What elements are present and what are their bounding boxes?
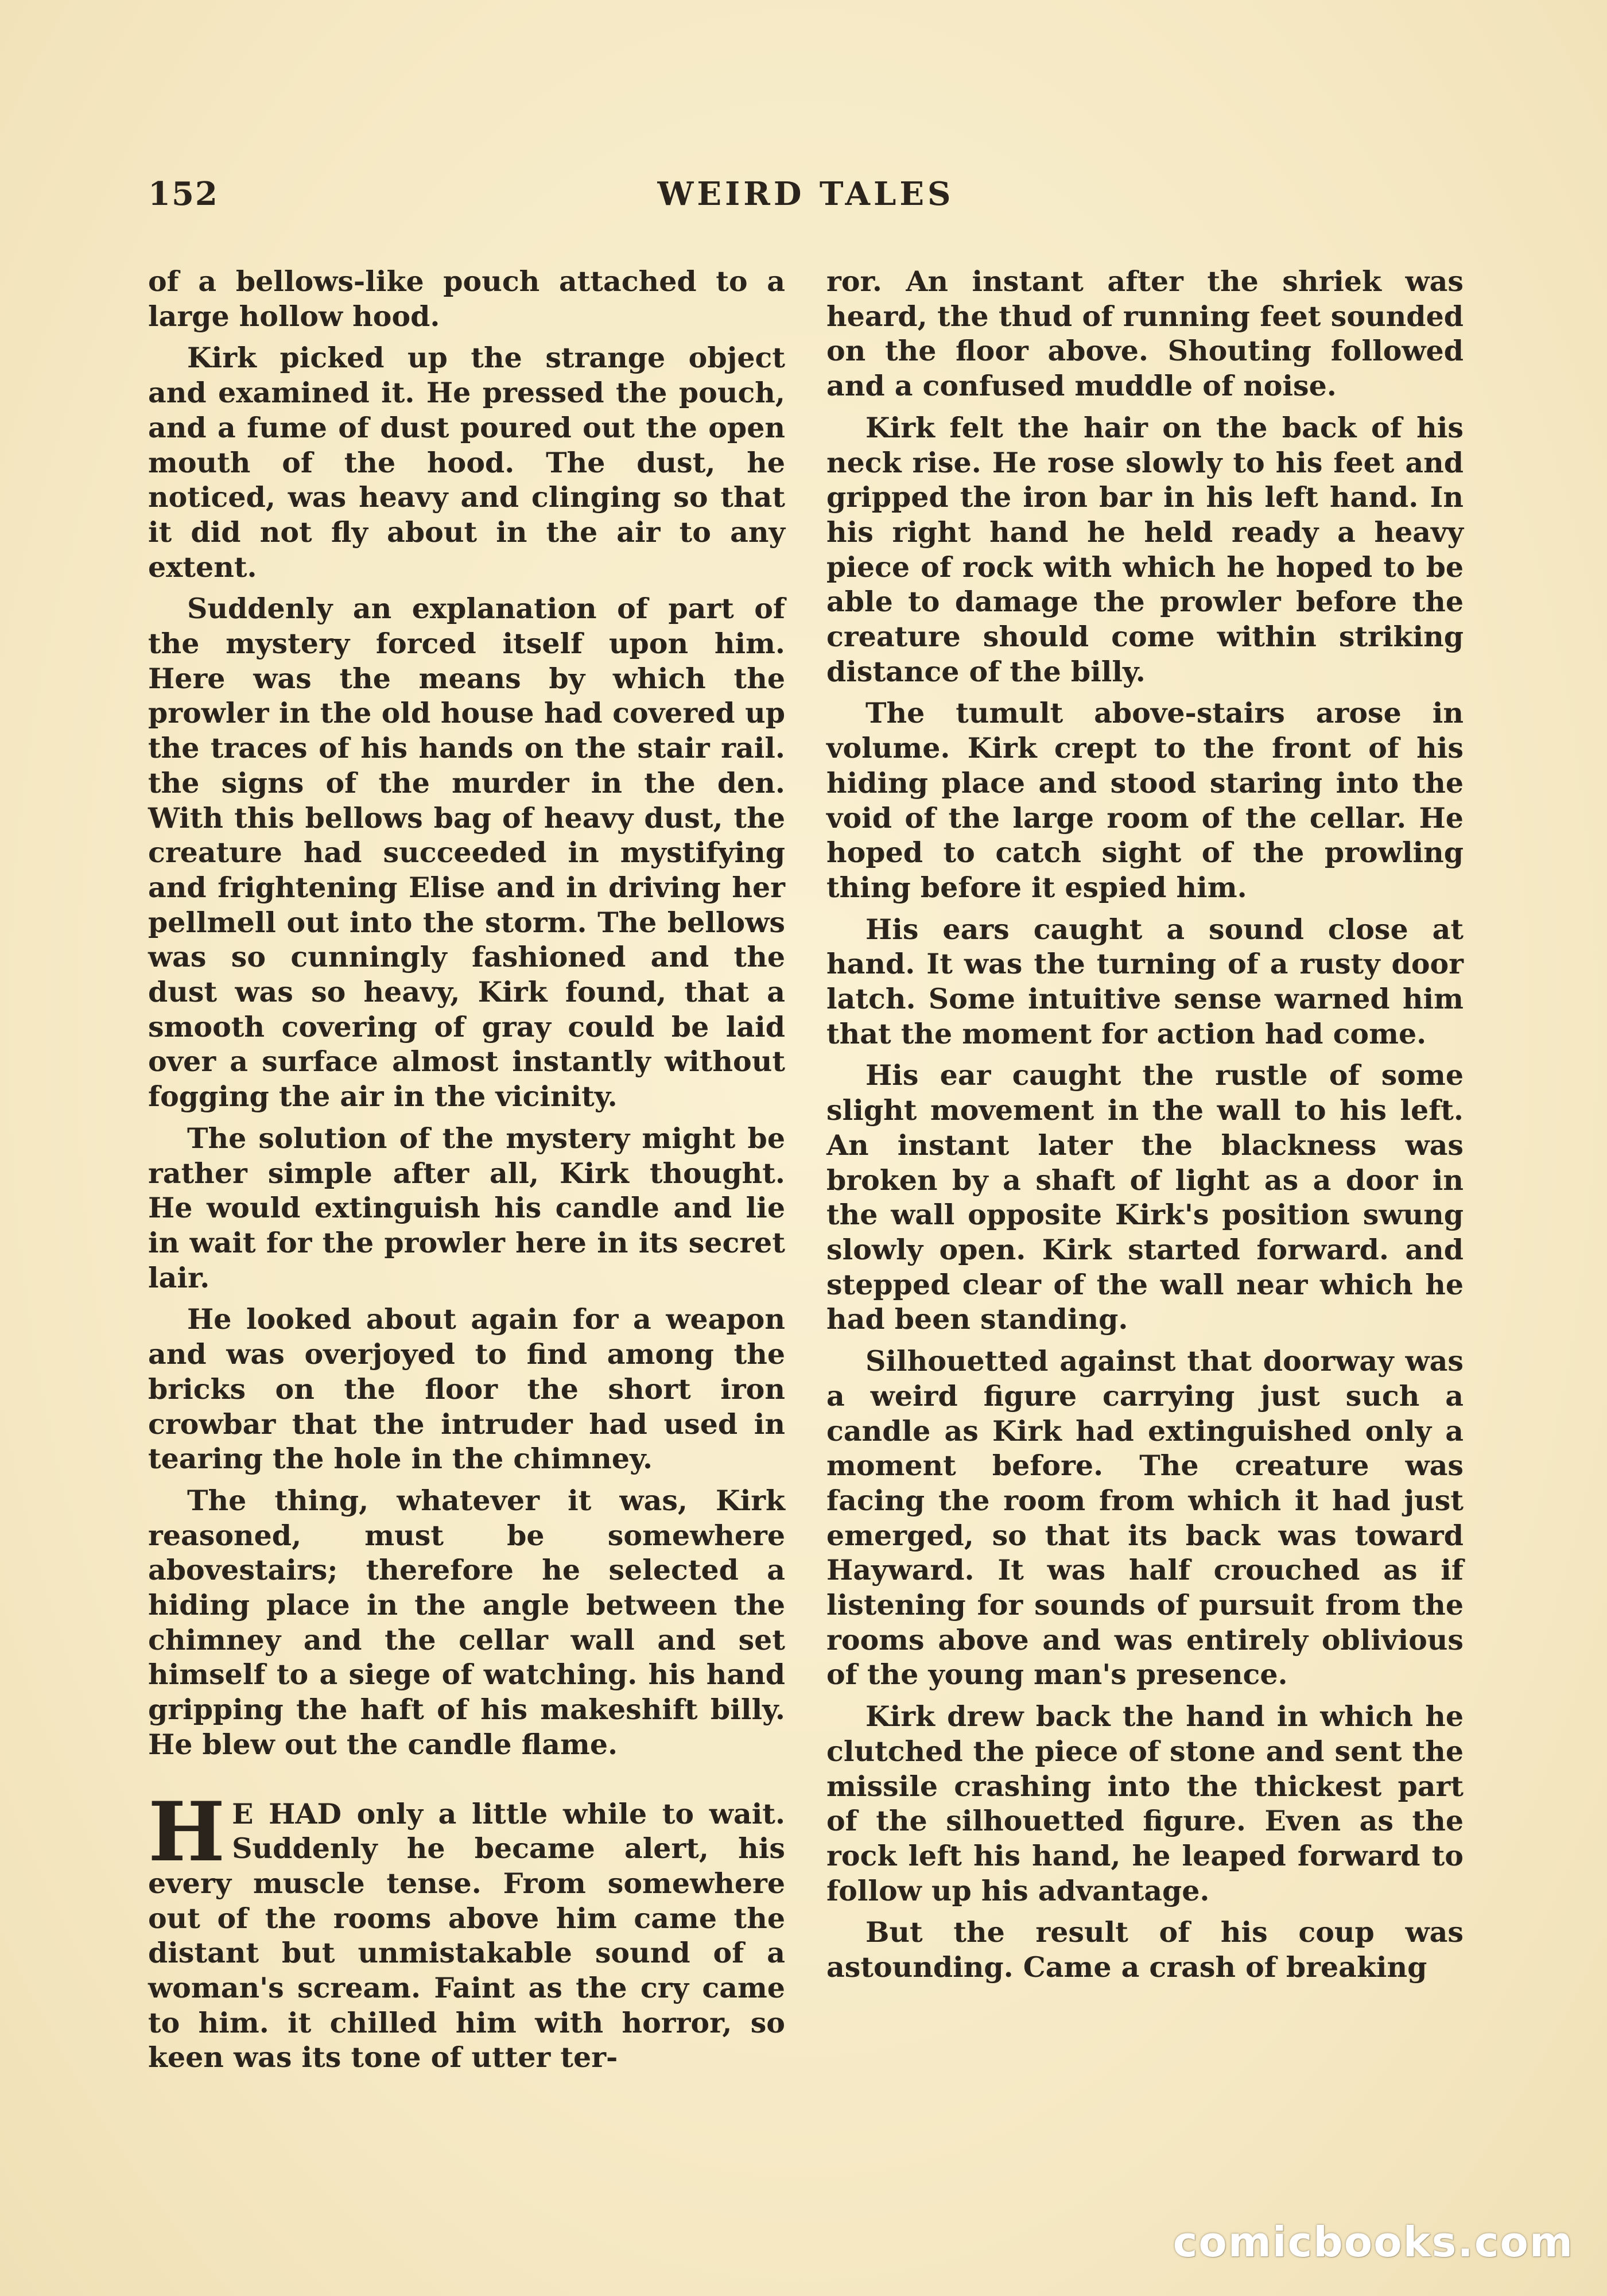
paragraph: Kirk felt the hair on the back of his neck rise. He rose slowly to his feet and gripped the iron bar in his left hand. In his right hand he held ready a heavy piece of rock with which he hoped to be able to damage the prowler before the creature should come within striking distance of the billy. [826, 410, 1464, 688]
paragraph: He looked about again for a weapon and was overjoyed to find among the bricks on the floor the short iron crowbar that the intruder had used in tearing the hole in the chimney. [148, 1302, 785, 1476]
paragraph: Silhouetted against that doorway was a weird figure carrying just such a candle as Kirk had extinguished only a moment before. The creature was facing the room from which it had just emerged, so that its back was toward Hayward. It was half crouched as if listening for sounds of pursuit from the rooms above and was entirely oblivious of the young man's presence. [826, 1344, 1464, 1692]
paragraph: The solution of the mystery might be rather simple after all, Kirk thought. He would extinguish his candle and lie in wait for the prowler here in its secret lair. [148, 1121, 785, 1294]
left-column [148, 264, 785, 2082]
paragraph: The thing, whatever it was, Kirk reasoned, must be somewhere abovestairs; therefore he selected a hiding place in the angle between the chimney and the cellar wall and set himself to a siege of watching. his hand gripping the haft of his makeshift billy. He blew out the candle flame. [148, 1483, 785, 1761]
paragraph: But the result of his coup was astounding. Came a crash of breaking [826, 1915, 1464, 1984]
page-number: 152 [148, 175, 219, 213]
paragraph: ror. An instant after the shriek was heard, the thud of running feet sounded on the floor above. Shouting followed and a confused muddle of noise. [826, 265, 1464, 403]
paragraph: Kirk picked up the strange object and examined it. He pressed the pouch, and a fume of dust poured out the open mouth of the hood. The dust, he noticed, was heavy and clinging so that it did not fly about in the air to any extent. [148, 341, 785, 584]
right-column [826, 264, 1464, 1992]
running-title: WEIRD TALES [657, 175, 954, 213]
paragraph: His ears caught a sound close at hand. It was the turning of a rusty door latch. Some intuitive sense warned him that the moment for action had come. [826, 912, 1464, 1050]
paragraph: of a bellows-like pouch attached to a large hollow hood. [148, 265, 785, 333]
section-paragraph-text: E HAD only a little while to wait. Suddenly he became alert, his every muscle tense. From somewhere out of the rooms above him came the distant but unmistakable sound of a woman's scream. Faint as the cry came to him. it chilled him with horror, so keen was its tone of utter ter- [148, 1797, 785, 2074]
source-watermark: comicbooks.com [1173, 2218, 1574, 2266]
paragraph: His ear caught the rustle of some slight movement in the wall to his left. An instant later the blackness was broken by a shaft of light as a door in the wall opposite Kirk's position swung slowly open. Kirk started forward. and stepped clear of the wall near which he had been standing. [826, 1058, 1464, 1336]
section-opening-paragraph [148, 1784, 785, 2076]
page-header [148, 175, 1464, 221]
paragraph: Kirk drew back the hand in which he clutched the piece of stone and sent the missile crashing into the thickest part of the silhouetted figure. Even as the rock left his hand, he leaped forward to follow up his advantage. [826, 1700, 1464, 1907]
drop-cap: H [148, 1784, 226, 1880]
paragraph: The tumult above-stairs arose in volume. Kirk crept to the front of his hiding place and stood staring into the void of the large room of the cellar. He hoped to catch sight of the prowling thing before it espied him. [826, 696, 1464, 904]
paragraph: Suddenly an explanation of part of the mystery forced itself upon him. Here was the means by which the prowler in the old house had covered up the traces of his hands on the stair rail. the signs of the murder in the den. With this bellows bag of heavy dust, the creature had succeeded in mystifying and frightening Elise and in driving her pellmell out into the storm. The bellows was so cunningly fashioned and the dust was so heavy, Kirk found, that a smooth covering of gray could be laid over a surface almost instantly without fogging the air in the vicinity. [148, 592, 785, 1114]
